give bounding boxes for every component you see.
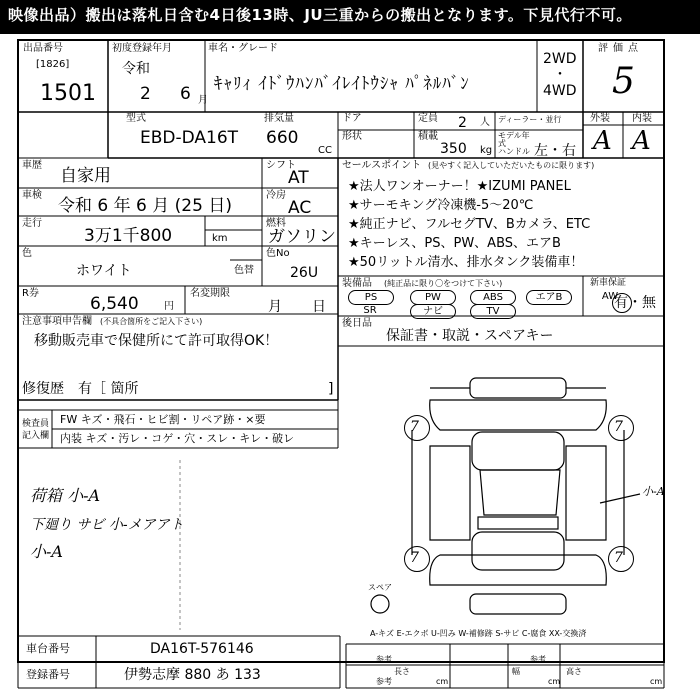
equipment-label: 装備品: [342, 278, 372, 289]
handle-value: 左・右: [534, 143, 576, 159]
load-unit: kg: [480, 145, 493, 156]
tax-unit: 円: [164, 301, 174, 312]
drive-4wd: 4WD: [543, 83, 577, 99]
footer-cm-1: cm: [436, 677, 449, 686]
capacity-unit: 人: [480, 117, 490, 128]
repair-label: 修復歴: [22, 381, 64, 397]
capacity-value: 2: [458, 115, 467, 131]
transfer-day: 日: [312, 299, 326, 315]
handwritten-note-1: 荷箱 小-A: [30, 486, 101, 505]
notice-text: 映像出品）搬出は落札日含む4日後13時、JU三重からの搬出となります。下見代行不可。: [8, 6, 632, 24]
car-label: 車名・グレード: [208, 43, 278, 54]
fuel-value: ガソリン: [268, 227, 336, 247]
footer-height: 高さ: [566, 667, 582, 676]
registration-era: 令和: [122, 61, 150, 77]
warranty-circle: [612, 293, 632, 313]
mark-text-rr: 7: [614, 550, 623, 566]
color-code-label: 色No: [266, 248, 290, 259]
tax-label: R券: [22, 288, 39, 299]
lot-label: 出品番号: [23, 43, 63, 54]
score-value: 5: [612, 61, 635, 102]
equipment-item: SR: [363, 305, 377, 316]
usage-value: 自家用: [60, 166, 111, 186]
warranty-value: 有・無: [614, 295, 656, 311]
shift-label: シフト: [266, 160, 296, 171]
lot-code: [1826]: [36, 59, 70, 70]
mark-text-rl: 7: [410, 550, 419, 566]
capacity-label: 定員: [418, 113, 438, 124]
sales-point: ★法人ワンオーナー！★IZUMI PANEL: [348, 179, 571, 194]
drive-2wd: 2WD: [543, 51, 577, 67]
side-damage-note: 小-A: [642, 485, 665, 498]
extras-value: 保証書・取説・スペアキー: [386, 328, 554, 344]
displacement-unit: CC: [318, 145, 332, 156]
shape-label: 形状: [342, 131, 362, 142]
equipment-item: PS: [348, 290, 394, 305]
transfer-month: 月: [268, 299, 282, 315]
displacement-value: 660: [266, 128, 299, 148]
repair-value: 有［ 箇所: [78, 381, 139, 397]
equipment-item: PW: [410, 290, 456, 305]
footer-cm-2: cm: [548, 677, 561, 686]
mark-text-fl: 7: [410, 419, 419, 435]
footer-cm-3: cm: [650, 677, 663, 686]
car-name: ｷｬﾘｨ ｲﾄﾞｳﾊﾝﾊﾞｲﾚｲﾄｳｼｬ ﾊﾟﾈﾙﾊﾞﾝ: [214, 74, 470, 94]
footer-ref-3: 参考: [376, 677, 392, 686]
model-label: 型式: [126, 113, 146, 124]
score-ext: A: [593, 126, 612, 156]
sales-point: ★純正ナビ、フルセグTV、Bカメラ、ETC: [348, 217, 591, 232]
model-value: EBD-DA16T: [140, 128, 239, 148]
doors-label: ドア: [342, 113, 362, 124]
chassis-label: 車台番号: [26, 642, 70, 655]
dealer-label: ディーラー・並行: [498, 115, 562, 124]
notes-label: 注意事項申告欄: [22, 316, 92, 327]
footer-width: 幅: [512, 667, 520, 676]
model-year-label: モデル年式: [498, 131, 530, 148]
equipment-item: エアB: [526, 290, 572, 305]
plate-label: 登録番号: [26, 668, 70, 681]
extras-label: 後日品: [342, 318, 372, 329]
inspector-line1: FW キズ・飛石・ヒビ割・リペア跡・×要: [60, 413, 266, 426]
drive-dot: ・: [553, 67, 567, 83]
color-no-label: 色替: [234, 265, 254, 276]
registration-label: 初度登録年月: [112, 43, 172, 54]
handwritten-note-2: 下廻り サビ 小-メアアト: [30, 517, 184, 533]
mileage-value: 3万1千800: [84, 226, 173, 246]
shift-value: AT: [288, 168, 309, 188]
spare-label: スペア: [368, 583, 392, 592]
handwritten-note-3: 小-A: [30, 542, 63, 561]
sales-point: ★キーレス、PS、PW、ABS、エアB: [348, 236, 561, 251]
handle-label: ハンドル: [498, 147, 530, 156]
registration-year: 2: [140, 84, 151, 104]
chassis-value: DA16T-576146: [150, 641, 254, 657]
sales-point: ★50リットル清水、排水タンク装備車！: [348, 255, 584, 270]
sales-label: セールスポイント: [342, 160, 422, 171]
mileage-label: 走行: [22, 218, 42, 229]
load-value: 350: [440, 141, 467, 157]
damage-legend: A-キズ E-エクボ U-凹み W-補修跡 S-サビ C-腐食 XX-交換済: [370, 629, 587, 638]
score-ext-label: 外装: [590, 113, 610, 124]
car-diagram: [371, 378, 640, 614]
registration-month: 6: [180, 84, 191, 104]
inspection-value: 令和 6 年 6 月 (25 日): [58, 196, 232, 216]
registration-month-unit: 月: [198, 95, 208, 106]
color-value: ホワイト: [76, 263, 132, 279]
ac-value: AC: [288, 198, 312, 218]
equipment-item: AW: [601, 291, 619, 302]
footer-ref-2: 参考: [530, 655, 546, 664]
equipment-item: ABS: [470, 290, 516, 305]
inspection-label: 車検: [22, 190, 42, 201]
notes-value: 移動販売車で保健所にて許可取得OK！: [34, 333, 279, 349]
equipment-item: TV: [470, 304, 516, 319]
mileage-unit: km: [212, 233, 228, 244]
score-int-label: 内装: [632, 113, 652, 124]
displacement-label: 排気量: [264, 113, 294, 124]
ac-label: 冷房: [266, 190, 286, 201]
footer-ref-1: 参考: [376, 655, 392, 664]
sales-note: (見やすく記入していただいたものに限ります): [428, 161, 595, 170]
equipment-item: ナビ: [410, 304, 456, 319]
transfer-label: 名変期限: [190, 288, 230, 299]
equipment-note: (純正品に限り〇をつけて下さい): [384, 279, 503, 288]
mark-text-fr: 7: [614, 419, 623, 435]
color-code: 26U: [290, 265, 319, 281]
warranty-label: 新車保証: [590, 278, 627, 288]
lot-number: 1501: [40, 81, 96, 106]
inspector-line2: 内装 キズ・汚レ・コゲ・穴・スレ・キレ・破レ: [60, 432, 295, 445]
load-label: 積載: [418, 131, 438, 142]
inspector-label: 検査員記入欄: [22, 419, 50, 441]
notes-note: (不具合箇所をご記入下さい): [100, 317, 203, 326]
usage-label: 車歴: [22, 160, 42, 171]
score-int: A: [632, 126, 651, 156]
footer-length: 長さ: [394, 667, 410, 676]
color-label: 色: [22, 248, 32, 259]
score-label: 評価点: [598, 43, 643, 54]
plate-value: 伊勢志摩 880 あ 133: [124, 667, 261, 683]
tax-value: 6,540: [90, 294, 139, 314]
sales-point: ★サーモキング冷凍機-5～20℃: [348, 198, 534, 213]
fuel-label: 燃料: [266, 218, 286, 229]
